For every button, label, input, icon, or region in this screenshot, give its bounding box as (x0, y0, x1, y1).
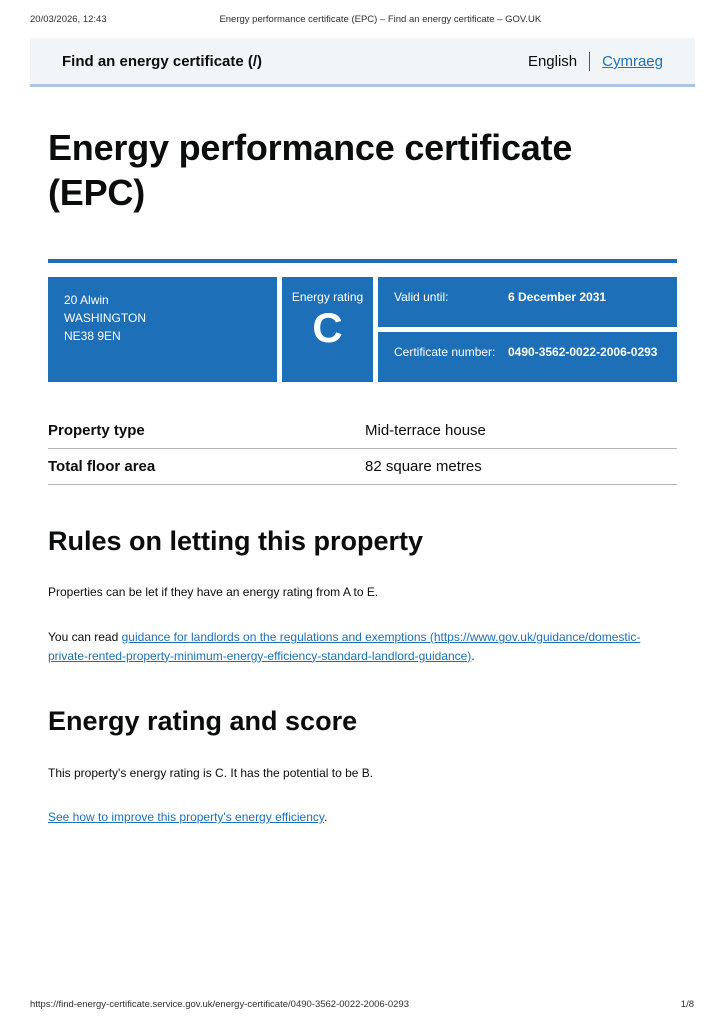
certificate-number-value: 0490-3562-0022-2006-0293 (508, 345, 658, 359)
property-type-label: Property type (48, 422, 145, 439)
improve-efficiency-link[interactable]: See how to improve this property's energy efficiency (48, 810, 324, 825)
energy-rating-value: C (312, 304, 343, 351)
valid-until-label: Valid until: (394, 290, 449, 304)
property-details-table (48, 413, 677, 485)
rules-section-heading: Rules on letting this property (48, 526, 424, 556)
certificate-number-label: Certificate number: (394, 345, 496, 359)
browser-print-footer (30, 999, 694, 1010)
improve-efficiency-paragraph (48, 808, 677, 827)
page-title: Energy performance certificate (EPC) (48, 127, 573, 213)
rating-summary-paragraph: This property's energy rating is C. It has the potential to be B. (48, 765, 374, 780)
energy-rating-label: Energy rating (291, 290, 364, 304)
print-footer-url: https://find-energy-certificate.service.gov.uk/energy-certificate/0490-3562-0022-2006-0293 (30, 999, 409, 1010)
section-divider-rule (48, 259, 677, 263)
rating-section-heading: Energy rating and score (48, 706, 358, 737)
property-type-value: Mid-terrace house (365, 422, 486, 439)
print-document-title: Energy performance certificate (EPC) – Find an energy certificate – GOV.UK (219, 14, 542, 25)
language-separator (589, 52, 590, 71)
service-header (30, 38, 695, 87)
address-line-2: WASHINGTON (64, 311, 147, 325)
main-content (48, 86, 677, 827)
total-floor-area-label: Total floor area (48, 458, 156, 475)
language-switch-link[interactable]: Cymraeg (602, 53, 663, 70)
landlord-guidance-link[interactable]: guidance for landlords on the regulations and exemptions (https://www.gov.uk/guidance/domestic-private-rented-property-minimum-energy-efficiency-standard-landlord-guidance) (48, 629, 641, 663)
language-switcher (528, 52, 663, 71)
address-line-3: NE38 9EN (64, 329, 121, 343)
valid-until-value: 6 December 2031 (508, 290, 607, 304)
landlord-guidance-paragraph (48, 628, 677, 665)
energy-rating-box (282, 277, 373, 382)
language-current: English (527, 53, 578, 70)
table-row (48, 449, 677, 485)
print-page-indicator: 1/8 (680, 999, 694, 1010)
print-datetime: 20/03/2026, 12:43 (30, 14, 107, 25)
certificate-meta-column (378, 277, 677, 382)
service-name-link[interactable]: Find an energy certificate (/) (62, 53, 263, 70)
guidance-text-suffix: . (471, 648, 475, 663)
property-address (48, 277, 277, 382)
certificate-summary-panel (48, 277, 677, 382)
letting-rules-paragraph: Properties can be let if they have an energy rating from A to E. (48, 585, 379, 600)
table-row (48, 413, 677, 449)
certificate-number-row (378, 332, 677, 382)
total-floor-area-value: 82 square metres (365, 458, 482, 475)
improve-link-suffix: . (323, 810, 328, 825)
guidance-text-prefix: You can read (48, 629, 122, 644)
browser-print-header (30, 14, 694, 25)
address-line-1: 20 Alwin (64, 293, 109, 307)
valid-until-row (378, 277, 677, 327)
